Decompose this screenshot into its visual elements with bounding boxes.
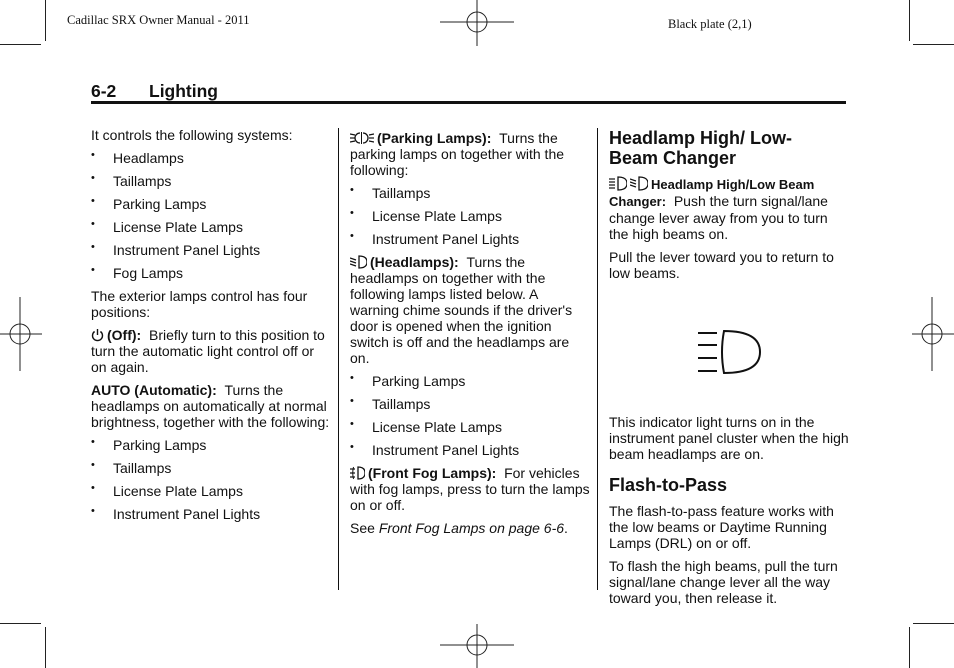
list-item: • Taillamps [350, 185, 590, 201]
parking-text: Turns the parking lamps on together with the following: [350, 130, 565, 178]
high-beam-indicator-icon [697, 329, 761, 375]
plate-label: Black plate (2,1) [668, 17, 752, 31]
parking-paragraph [350, 130, 590, 178]
ftp-text-1: The flash-to-pass feature works with the low beams or Daytime Running Lamps (DRL) on or off. [609, 503, 834, 551]
list-item: • License Plate Lamps [91, 219, 331, 235]
crop-mark [913, 623, 954, 624]
systems-list [91, 150, 331, 281]
auto-label: AUTO (Automatic): [91, 382, 217, 398]
list-item: • Headlamps [91, 150, 331, 166]
crop-mark [909, 627, 910, 668]
registration-mark-icon [440, 624, 514, 668]
list-item: • Instrument Panel Lights [91, 506, 331, 522]
list-item: • Taillamps [350, 396, 590, 412]
fog-paragraph [350, 465, 590, 513]
heading-beam-changer: Headlamp High/ Low-Beam Changer [609, 128, 793, 168]
column-divider [597, 128, 598, 590]
parking-label: (Parking Lamps): [377, 130, 492, 146]
list-item: • Fog Lamps [91, 265, 331, 281]
indicator-figure [609, 288, 849, 414]
headlamps-text: Turns the headlamps on together with the following lamps listed below. A warning chime sounds if the driver's door is opened when the ignition switch is off and the headlamps are on. [350, 254, 573, 366]
list-item: • Parking Lamps [91, 437, 331, 453]
auto-text: Turns the headlamps on automatically at normal brightness, together with the following: [91, 382, 330, 430]
list-item: • License Plate Lamps [91, 483, 331, 499]
section-title: Lighting [149, 81, 219, 101]
crop-mark [0, 44, 41, 45]
list-item: • License Plate Lamps [350, 419, 590, 435]
off-label: (Off): [107, 327, 142, 343]
pull-text: Pull the lever toward you to return to low beams. [609, 249, 834, 281]
headlamps-list [350, 373, 590, 458]
exterior-text: The exterior lamps control has four positions: [91, 288, 308, 320]
ftp-text-2: To flash the high beams, pull the turn signal/lane change lever all the way toward you, then release it. [609, 558, 838, 606]
see-reference [350, 520, 590, 536]
crop-mark [909, 0, 910, 41]
document-title: Cadillac SRX Owner Manual - 2011 [67, 13, 250, 27]
parking-list [350, 185, 590, 247]
registration-mark-icon [440, 0, 514, 46]
column-divider [338, 128, 339, 590]
crop-mark [0, 623, 41, 624]
crop-mark [45, 0, 46, 41]
column-1 [91, 127, 331, 529]
list-item: • Taillamps [91, 460, 331, 476]
see-suffix: . [564, 520, 568, 536]
crop-mark [913, 44, 954, 45]
list-item: • Taillamps [91, 173, 331, 189]
fog-lamps-icon [350, 466, 365, 480]
list-item: • Instrument Panel Lights [350, 442, 590, 458]
section-rule [91, 101, 846, 104]
see-link[interactable]: Front Fog Lamps on page 6-6 [378, 520, 565, 536]
column-3 [609, 128, 849, 613]
high-beam-icon [609, 176, 627, 191]
registration-mark-icon [0, 297, 42, 371]
auto-list [91, 437, 331, 522]
fog-text: For vehicles with fog lamps, press to turn the lamps on or off. [350, 465, 590, 513]
list-item: • Parking Lamps [350, 373, 590, 389]
low-beam-icon [630, 176, 648, 191]
intro-text: It controls the following systems: [91, 127, 293, 143]
list-item: • License Plate Lamps [350, 208, 590, 224]
changer-text: Push the turn signal/lane change lever away from you to turn the high beams on. [609, 193, 828, 242]
off-paragraph [91, 327, 331, 375]
column-2 [350, 130, 590, 543]
changer-paragraph [609, 176, 849, 242]
section-number: 6-2 [91, 81, 117, 101]
power-off-icon [91, 328, 104, 342]
registration-mark-icon [912, 297, 954, 371]
headlamps-icon [350, 255, 367, 269]
heading-flash-to-pass: Flash-to-Pass [609, 475, 728, 495]
fog-label: (Front Fog Lamps): [368, 465, 497, 481]
changer-label: Headlamp High/Low Beam Changer: [609, 177, 815, 209]
indicator-text: This indicator light turns on in the instrument panel cluster when the high beam headlamps are on. [609, 414, 849, 462]
headlamps-paragraph [350, 254, 590, 366]
auto-paragraph [91, 382, 331, 430]
parking-lamps-icon [350, 131, 374, 145]
list-item: • Instrument Panel Lights [350, 231, 590, 247]
list-item: • Parking Lamps [91, 196, 331, 212]
crop-mark [45, 627, 46, 668]
off-text: Briefly turn to this position to turn the automatic light control off or on again. [91, 327, 325, 375]
list-item: • Instrument Panel Lights [91, 242, 331, 258]
headlamps-label: (Headlamps): [370, 254, 459, 270]
see-prefix: See [350, 520, 375, 536]
